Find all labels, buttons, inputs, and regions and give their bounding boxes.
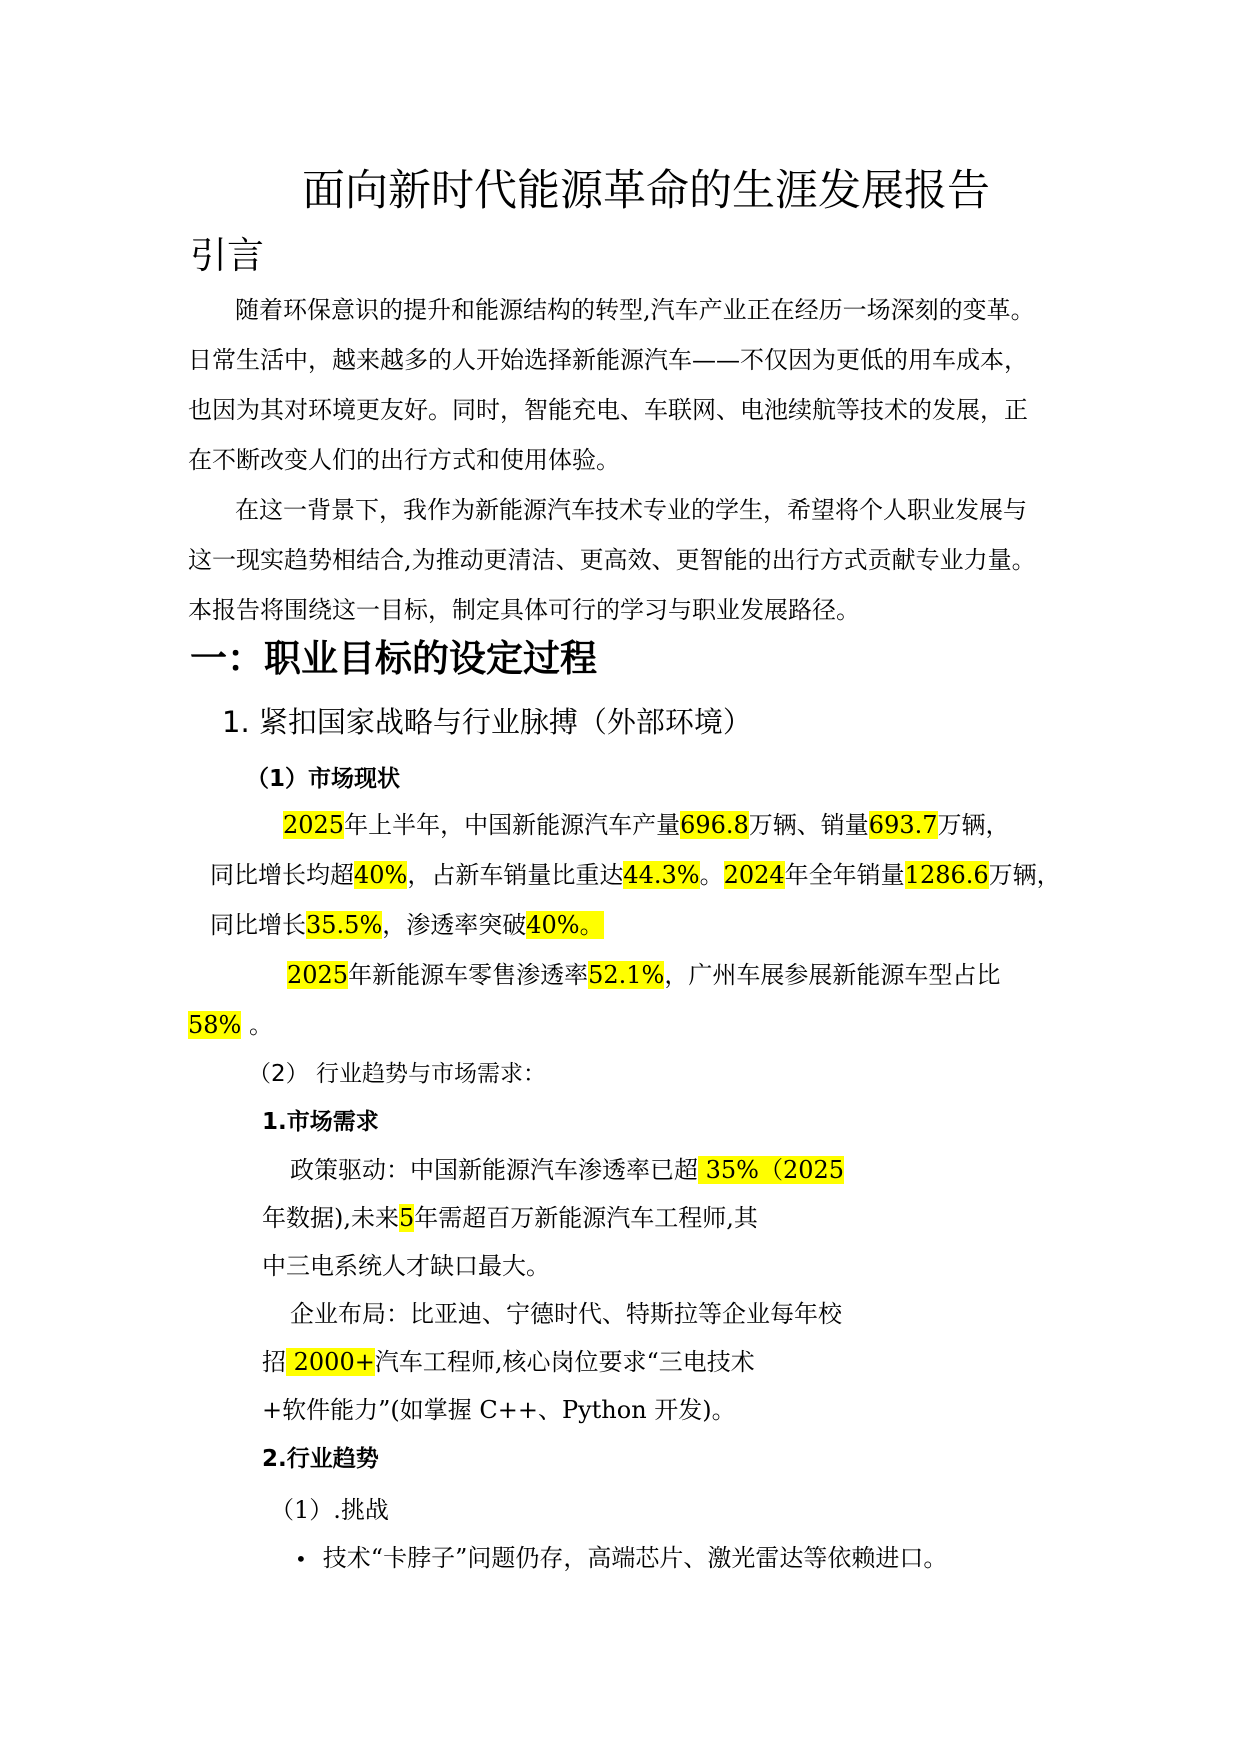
intro-p2-line1: 在这一背景下，我作为新能源汽车技术专业的学生，希望将个人职业发展与 xyxy=(235,496,1027,524)
intro-p2-line2: 这一现实趋势相结合,为推动更清洁、更高效、更智能的出行方式贡献专业力量。 xyxy=(188,546,1036,574)
text-run: ，占新车销量比重达 xyxy=(407,861,624,889)
highlight-value: 2000+ xyxy=(286,1348,375,1376)
highlight-value: 44.3% xyxy=(623,861,700,889)
text-run: 同比增长 xyxy=(210,911,306,939)
highlight-value: 35%（2025 xyxy=(698,1156,845,1184)
highlight-value: 2025 xyxy=(287,961,349,989)
demand-line3: 中三电系统人才缺口最大。 xyxy=(262,1252,550,1280)
demand-line6: +软件能力”(如掌握 C++、Python 开发)。 xyxy=(262,1396,736,1424)
bullet-item-1 xyxy=(295,1538,947,1573)
demand-line2 xyxy=(262,1198,758,1233)
text-run: 招 xyxy=(262,1348,286,1376)
text-run: 年全年销量 xyxy=(784,861,905,889)
highlight-value: 2025 xyxy=(283,811,345,839)
intro-p2-line3: 本报告将围绕这一目标，制定具体可行的学习与职业发展路径。 xyxy=(188,596,860,624)
text-run: 年数据),未来 xyxy=(262,1204,399,1232)
highlight-value: 693.7 xyxy=(868,811,938,839)
intro-p1-line4: 在不断改变人们的出行方式和使用体验。 xyxy=(188,446,620,474)
intro-heading: 引言 xyxy=(190,234,264,277)
highlight-value: 52.1% xyxy=(588,961,665,989)
text-run: 。 xyxy=(699,861,724,889)
text-run: 年新能源车零售渗透率 xyxy=(348,961,589,989)
market-line5 xyxy=(188,1005,273,1040)
text-run: ，广州车展参展新能源车型占比 xyxy=(664,961,1001,989)
text-run: 。 xyxy=(241,1011,273,1039)
market-line4 xyxy=(287,955,1000,990)
highlight-value: 5 xyxy=(399,1204,415,1232)
highlight-value: 35.5% xyxy=(306,911,383,939)
market-line1 xyxy=(283,805,1010,840)
bullet-icon: • xyxy=(295,1547,307,1571)
section1-subheading: 1. 紧扣国家战略与行业脉搏（外部环境） xyxy=(222,705,752,739)
text-run: 年需超百万新能源汽车工程师,其 xyxy=(414,1204,758,1232)
intro-p1-line1: 随着环保意识的提升和能源结构的转型,汽车产业正在经历一场深刻的变革。 xyxy=(235,296,1035,324)
section1-heading: 一：职业目标的设定过程 xyxy=(190,637,597,680)
text-run: 万辆， xyxy=(988,861,1061,889)
intro-p1-line3: 也因为其对环境更友好。同时，智能充电、车联网、电池续航等技术的发展，正 xyxy=(188,396,1028,424)
text-run: 同比增长均超 xyxy=(210,861,354,889)
highlight-value: 1286.6 xyxy=(904,861,989,889)
demand-line5 xyxy=(262,1342,755,1377)
highlight-value: 40% xyxy=(354,861,408,889)
market-line3 xyxy=(210,905,604,940)
page-title: 面向新时代能源革命的生涯发展报告 xyxy=(302,166,990,216)
text-run: 汽车工程师,核心岗位要求“三电技术 xyxy=(374,1348,755,1376)
demand-line4: 企业布局：比亚迪、宁德时代、特斯拉等企业每年校 xyxy=(290,1300,842,1328)
market-line2 xyxy=(210,855,1061,890)
highlight-value: 2024 xyxy=(723,861,785,889)
text-run: 万辆、销量 xyxy=(748,811,869,839)
text-run: 万辆， xyxy=(937,811,1010,839)
highlight-value: 40%。 xyxy=(526,911,604,939)
industry-trend-heading: 2.行业趋势 xyxy=(262,1446,379,1472)
highlight-value: 58% xyxy=(188,1011,242,1039)
bullet-text: 技术“卡脖子”问题仍存，高端芯片、激光雷达等依赖进口。 xyxy=(322,1544,948,1572)
text-run: 政策驱动：中国新能源汽车渗透率已超 xyxy=(290,1156,698,1184)
challenge-heading: （1）.挑战 xyxy=(270,1496,389,1524)
text-run: ，渗透率突破 xyxy=(382,911,527,939)
intro-p1-line2: 日常生活中，越来越多的人开始选择新能源汽车——不仅因为更低的用车成本， xyxy=(188,346,1028,374)
text-run: 年上半年，中国新能源汽车产量 xyxy=(344,811,681,839)
highlight-value: 696.8 xyxy=(680,811,749,839)
market-status-heading: （1）市场现状 xyxy=(246,766,401,792)
trend-demand-heading: （2） 行业趋势与市场需求： xyxy=(248,1061,546,1087)
market-demand-heading: 1.市场需求 xyxy=(262,1109,379,1135)
demand-line1 xyxy=(290,1150,844,1185)
